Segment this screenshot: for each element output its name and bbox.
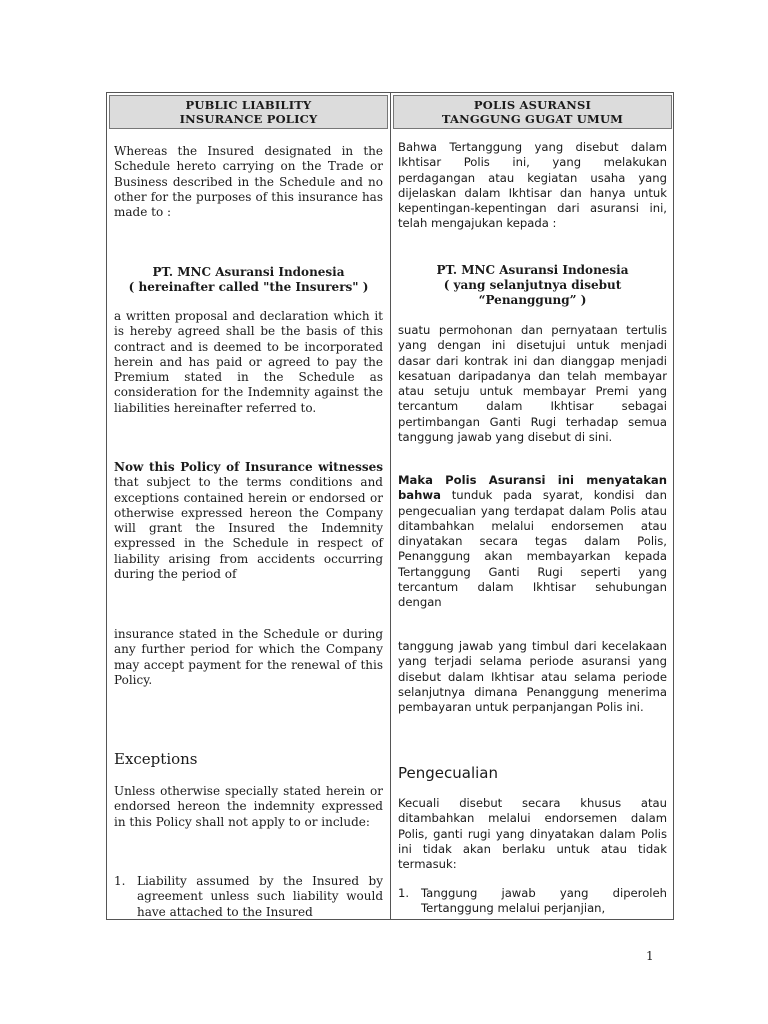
right-para-permohonan: suatu permohonan dan pernyataan tertulis yang dengan ini disetujui untuk menjadi dasar dari kontrak ini dan dianggap menjadi kesatuan daripadanya dan telah membayar atau setuju untuk membayar Premi yang tercantum dalam Ikhtisar sebagai pertimbangan Ganti Rugi terhadap semua tanggung jawab yang disebut di sini.: [398, 323, 667, 445]
header-right: [393, 95, 672, 129]
right-insurer-called-line1: ( yang selanjutnya disebut: [443, 278, 622, 292]
left-item-number: 1.: [114, 874, 126, 888]
left-insurer-block: [114, 265, 383, 295]
left-para-witnesses: [114, 460, 383, 582]
left-para-unless: Unless otherwise specially stated herein or endorsed hereon the indemnity expressed in this Policy shall not apply to or include:: [114, 784, 383, 829]
left-exception-item-1: [114, 874, 383, 924]
header-left: [109, 95, 388, 129]
right-para-bahwa: Bahwa Tertanggung yang disebut dalam Ikhtisar Polis ini, yang melakukan perdagangan atau kegiatan usaha yang dijelaskan dalam Ikhtisar dan hanya untuk kepentingan-kepentingan dari asuransi ini, telah mengajukan kepada :: [398, 140, 667, 231]
page-number: 1: [646, 949, 654, 963]
right-exception-item-1: [398, 886, 667, 918]
right-item-number: 1.: [398, 886, 410, 900]
right-para-tanggung-jawab: tanggung jawab yang timbul dari kecelakaan yang terjadi selama periode asuransi yang disebut dalam Ikhtisar atau selama periode selanjutnya dimana Penanggung menerima pembayaran untuk perpanjangan Polis ini.: [398, 639, 667, 715]
right-insurer-name: PT. MNC Asuransi Indonesia: [436, 263, 629, 277]
right-item-text: Tanggung jawab yang diperoleh Tertanggung melalui perjanjian,: [421, 886, 667, 916]
header-left-line2: INSURANCE POLICY: [179, 112, 318, 126]
right-insurer-called-line2: “Penanggung” ): [478, 293, 587, 307]
right-maka-bold: Maka Polis Asuransi ini menyatakan bahwa: [398, 473, 667, 503]
right-para-maka: [398, 473, 667, 611]
header-left-line1: PUBLIC LIABILITY: [185, 98, 312, 112]
bilingual-policy-table: [106, 92, 674, 920]
left-para-proposal: a written proposal and declaration which it is hereby agreed shall be the basis of this contract and is deemed to be incorporated herein and has paid or agreed to pay the Premium stated in the Schedule as consideration for the Indemnity against the liabilities hereinafter referred to.: [114, 309, 383, 415]
left-para-insurance-period: insurance stated in the Schedule or during any further period for which the Company may accept payment for the renewal of this Policy.: [114, 627, 383, 687]
column-divider: [390, 93, 391, 919]
left-witnesses-rest: that subject to the terms conditions and exceptions contained herein or endorsed or otherwise expressed hereon the Company will grant the Insured the Indemnity expressed in the Schedule in respect of liability arising from accidents occurring during the period of: [114, 475, 383, 582]
right-para-kecuali: Kecuali disebut secara khusus atau ditambahkan melalui endorsemen dalam Polis, ganti rugi yang dinyatakan dalam Polis ini tidak akan berlaku untuk atau tidak termasuk:: [398, 796, 667, 872]
right-insurer-block: [398, 263, 667, 308]
header-right-line1: POLIS ASURANSI: [473, 98, 592, 112]
left-insurer-name: PT. MNC Asuransi Indonesia: [152, 265, 345, 279]
right-maka-rest: tunduk pada syarat, kondisi dan pengecualian yang terdapat dalam Polis atau ditambahkan melalui endorsemen atau dinyatakan secara tegas dalam Polis, Penanggung akan membayarkan kepada Tertanggung Ganti Rugi seperti yang tercantum dalam Ikhtisar sehubungan dengan: [398, 488, 667, 610]
header-right-line2: TANGGUNG GUGAT UMUM: [441, 112, 624, 126]
left-exceptions-heading: Exceptions: [114, 750, 198, 768]
left-para-whereas: Whereas the Insured designated in the Schedule hereto carrying on the Trade or Business described in the Schedule and no other for the purposes of this insurance has made to :: [114, 144, 383, 220]
left-item-text: Liability assumed by the Insured by agreement unless such liability would have attached to the Insured: [137, 874, 383, 919]
left-witnesses-bold: Now this Policy of Insurance witnesses: [114, 460, 383, 474]
left-insurer-called: ( hereinafter called "the Insurers" ): [128, 280, 369, 294]
right-exceptions-heading: Pengecualian: [398, 764, 498, 782]
